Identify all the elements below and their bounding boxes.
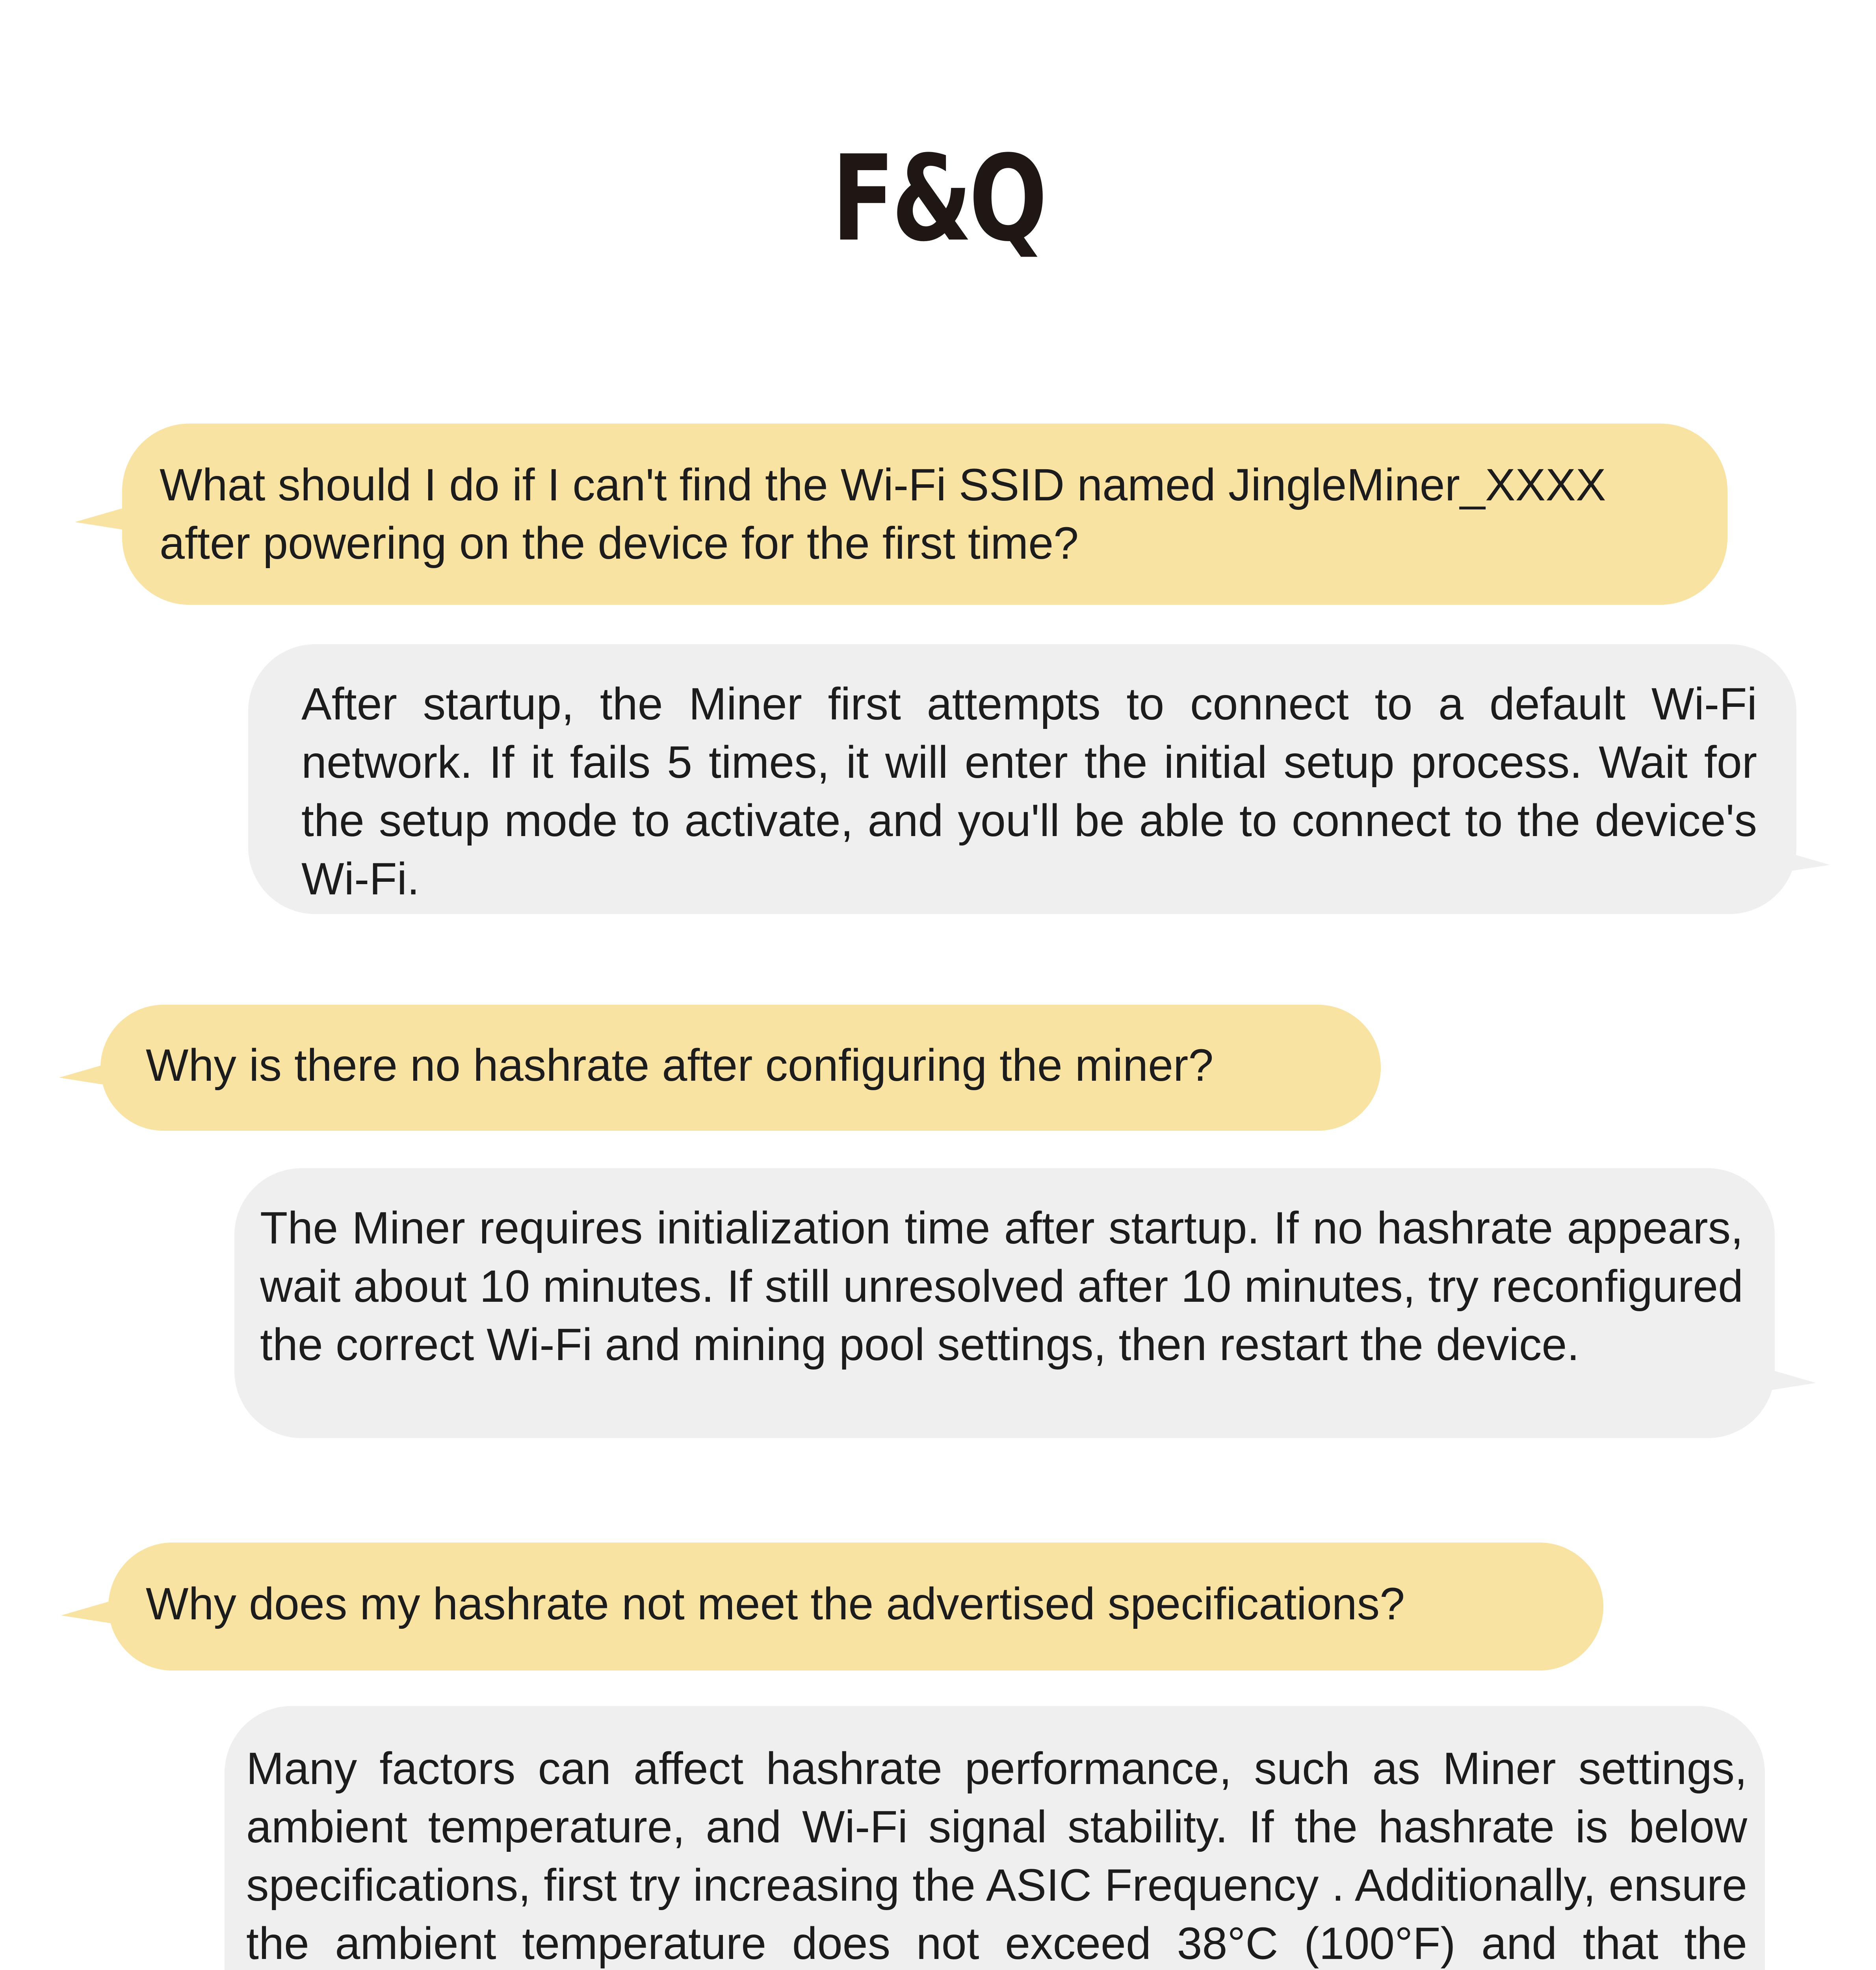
question-text-3: Why does my hashrate not meet the advertised specifications? (146, 1579, 1405, 1629)
page-title: F&Q (832, 130, 1044, 268)
question-bubble-1 (122, 424, 1727, 605)
answer-bubble-1 (248, 644, 1796, 914)
answer-text-2: The Miner requires initialization time after startup. If no hashrate appears, wait about 10 minutes. If still unresolved after 10 minutes, try reconfigured the correct Wi-Fi and mining pool settings, then restart the device. (260, 1203, 1743, 1370)
question-text-1: What should I do if I can't find the Wi-Fi SSID named JingleMiner_XXXX after powering on the device for the first time? (160, 460, 1606, 569)
answer-bubble-3 (225, 1706, 1765, 1970)
answer-text-1: After startup, the Miner first attempts to connect to a default Wi-Fi network. If it fails 5 times, it will enter the initial setup process. Wait for the setup mode to activate, and you'll be able to connect to the device's Wi-Fi. (301, 679, 1757, 904)
question-bubble-2 (100, 1005, 1381, 1131)
answer-text-3: Many factors can affect hashrate performance, such as Miner settings, ambient temperature, and Wi-Fi signal stability. If the hashrate is below specifications, first try increasing the ASIC Frequency . Additionally, ensure the ambient temperature does not exceed 38°C (100°F) and that the (246, 1743, 1747, 1969)
answer-bubble-2 (234, 1168, 1775, 1438)
question-bubble-3 (108, 1543, 1603, 1671)
question-text-2: Why is there no hashrate after configuring the miner? (146, 1040, 1214, 1091)
